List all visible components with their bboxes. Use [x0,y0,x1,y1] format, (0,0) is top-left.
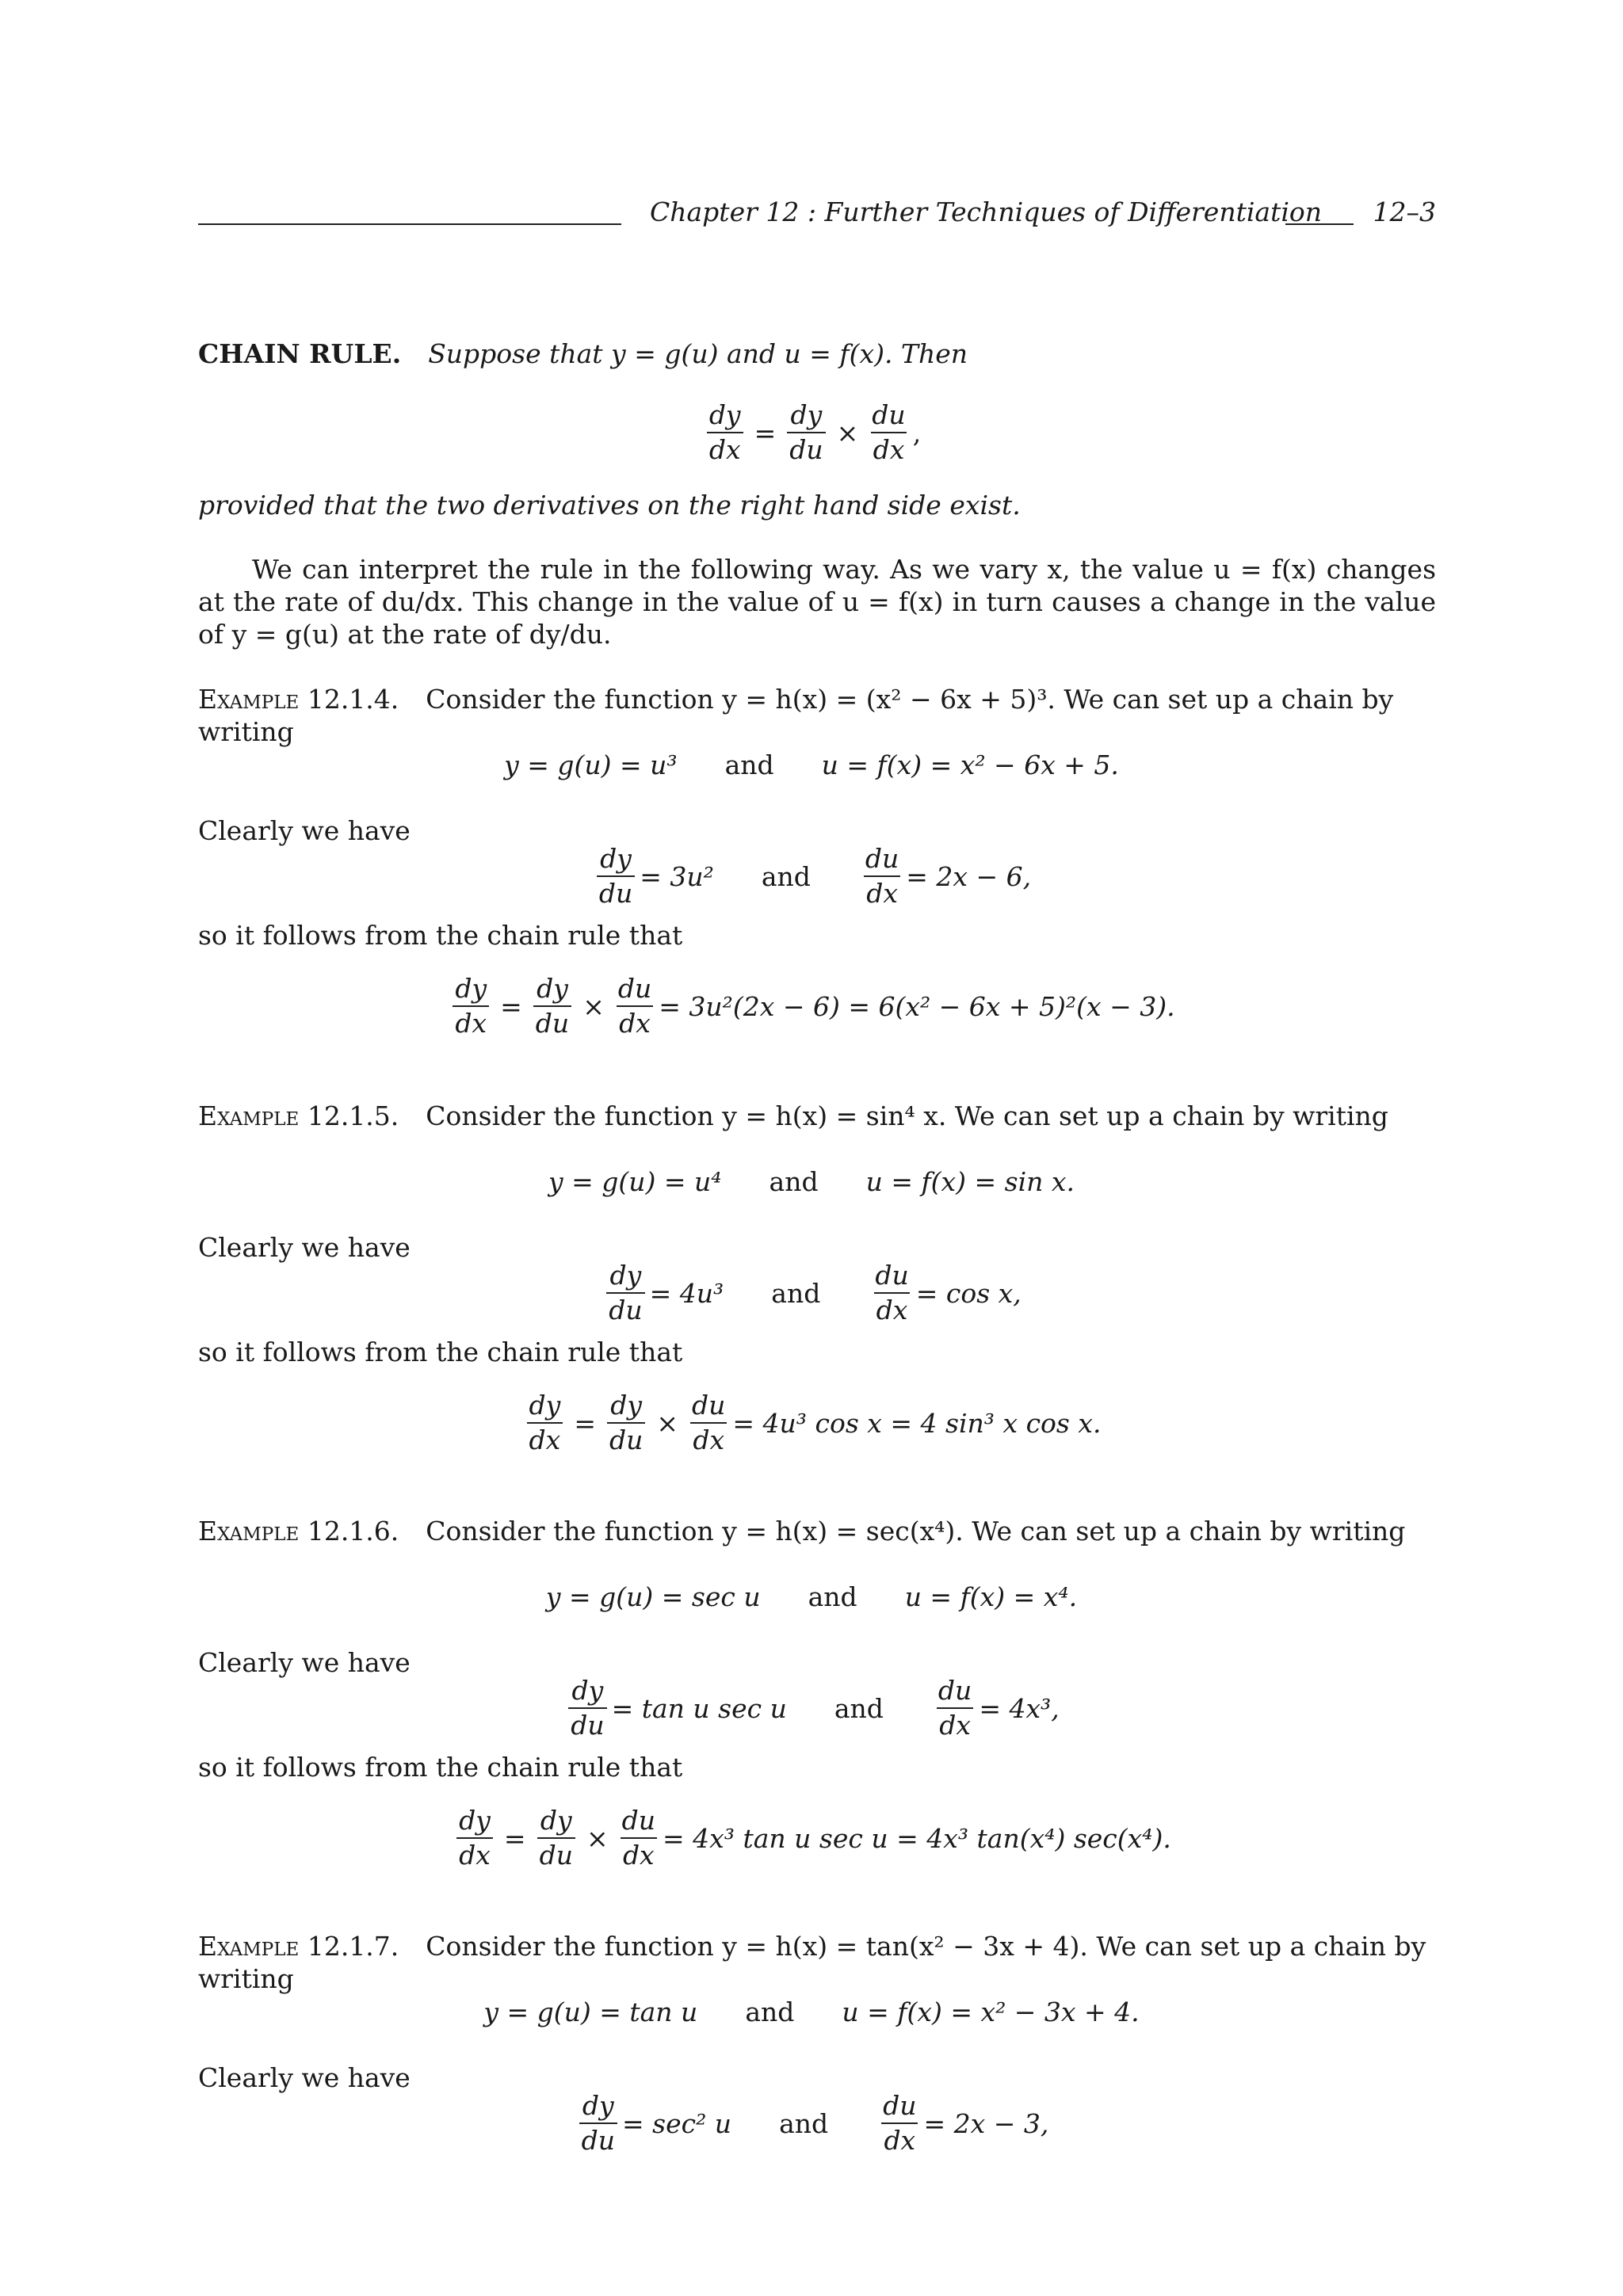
header-rule-left [198,223,621,225]
example-heading [198,1515,1436,1547]
clearly-we-have: Clearly we have [198,1647,411,1678]
example-label: Example 12.1.7. [198,1931,399,1962]
chain-rule-proviso: provided that the two derivatives on the right hand side exist. [198,490,1021,521]
interpretation-paragraph: We can interpret the rule in the following way. As we vary x, the value u = f(x) changes at the rate of du/dx. This change in the value of u = f(x) in turn causes a change in the value of y = g(u) at the rate of dy/du. [198,554,1436,650]
fraction: $\frac{du}{dx}$ [938,1675,972,1741]
chain-definition: y = g(u) = u³ and u = f(x) = x² − 6x + 5. [504,749,1119,780]
follows-text: so it follows from the chain rule that [198,1337,683,1367]
derivative-pair: $\frac{dy}{du}$ = tan u sec u and $\frac{du}{dx}$ = 4x³, [0,1676,1623,1740]
fraction: $\frac{dy}{du}$ [533,974,571,1038]
fraction: $\frac{du}{dx}$ [875,1260,909,1325]
fraction: $\frac{dy}{du}$ [579,2092,617,2155]
fraction: $\frac{dy}{dx}$ [456,1806,493,1870]
example-label: Example 12.1.6. [198,1516,399,1547]
chain-rule-formula: $\frac{dy}{dx}$ = $\frac{dy}{du}$ × $\frac{du}{dx}$ , [0,401,1623,464]
fraction: $\frac{dy}{du}$ [606,1261,644,1325]
follows-text: so it follows from the chain rule that [198,920,683,951]
clearly-we-have: Clearly we have [198,1232,411,1263]
running-header [198,196,1436,236]
chain-result: $\frac{dy}{dx}$ = $\frac{dy}{du}$ × $\frac{du}{dx}$ = 4x³ tan u sec u = 4x³ tan(x⁴) sec(x⁴). [0,1806,1623,1870]
example-label: Example 12.1.4. [198,684,399,715]
chain-result: $\frac{dy}{dx}$ = $\frac{dy}{du}$ × $\frac{du}{dx}$ = 3u²(2x − 6) = 6(x² − 6x + 5)²(x − 3). [0,974,1623,1038]
fraction: $\frac{dy}{du}$ [568,1676,606,1740]
derivative-pair: $\frac{dy}{du}$ = 4u³ and $\frac{du}{dx}$ = cos x, [0,1261,1623,1325]
derivative-pair: $\frac{dy}{du}$ = 3u² and $\frac{du}{dx}$ = 2x − 6, [0,845,1623,908]
fraction: $\frac{du}{dx}$ [865,843,899,909]
example-intro: Consider the function y = h(x) = sec(x⁴). We can set up a chain by writing [426,1516,1406,1547]
clearly-we-have: Clearly we have [198,2062,411,2093]
derivative-pair: $\frac{dy}{du}$ = sec² u and $\frac{du}{dx}$ = 2x − 3, [0,2092,1623,2155]
follows-text: so it follows from the chain rule that [198,1752,683,1783]
example-intro: Consider the function y = h(x) = tan(x² − 3x + 4). We can set up a chain by writing [198,1931,1426,1994]
chain-definition: y = g(u) = tan u and u = f(x) = x² − 3x + 4. [483,1997,1140,2027]
example-intro: Consider the function y = h(x) = sin⁴ x. We can set up a chain by writing [426,1100,1388,1131]
example-heading [198,1930,1436,1995]
chain-rule-statement [198,338,1436,370]
chain-definition: y = g(u) = u⁴ and u = f(x) = sin x. [548,1166,1075,1197]
fraction: $\frac{dy}{du}$ [787,401,825,464]
example-heading [198,1100,1436,1132]
page-number: 12–3 [1373,196,1436,227]
chain-result: $\frac{dy}{dx}$ = $\frac{dy}{du}$ × $\frac{du}{dx}$ = 4u³ cos x = 4 sin³ x cos x. [0,1391,1623,1455]
fraction: $\frac{du}{dx}$ [883,2090,917,2156]
fraction: $\frac{dy}{du}$ [597,845,635,908]
chain-rule-label: CHAIN RULE. [198,338,402,369]
chain-definition: y = g(u) = sec u and u = f(x) = x⁴. [545,1581,1078,1612]
chain-rule-text: Suppose that y = g(u) and u = f(x). Then [428,338,968,369]
example-label: Example 12.1.5. [198,1100,399,1131]
chapter-title: Chapter 12 : Further Techniques of Differentiation [650,196,1323,227]
header-rule-right [1285,223,1354,225]
fraction: $\frac{du}{dx}$ [692,1390,726,1455]
clearly-we-have: Clearly we have [198,815,411,846]
fraction: $\frac{du}{dx}$ [617,973,652,1039]
fraction: $\frac{dy}{dx}$ [707,401,743,464]
fraction: $\frac{du}{dx}$ [621,1805,656,1871]
fraction: $\frac{dy}{du}$ [607,1391,645,1455]
fraction: $\frac{du}{dx}$ [872,399,906,465]
fraction: $\frac{dy}{du}$ [537,1806,575,1870]
example-heading [198,683,1436,748]
example-intro: Consider the function y = h(x) = (x² − 6x + 5)³. We can set up a chain by writing [198,684,1394,747]
fraction: $\frac{dy}{dx}$ [453,974,489,1038]
fraction: $\frac{dy}{dx}$ [527,1391,563,1455]
